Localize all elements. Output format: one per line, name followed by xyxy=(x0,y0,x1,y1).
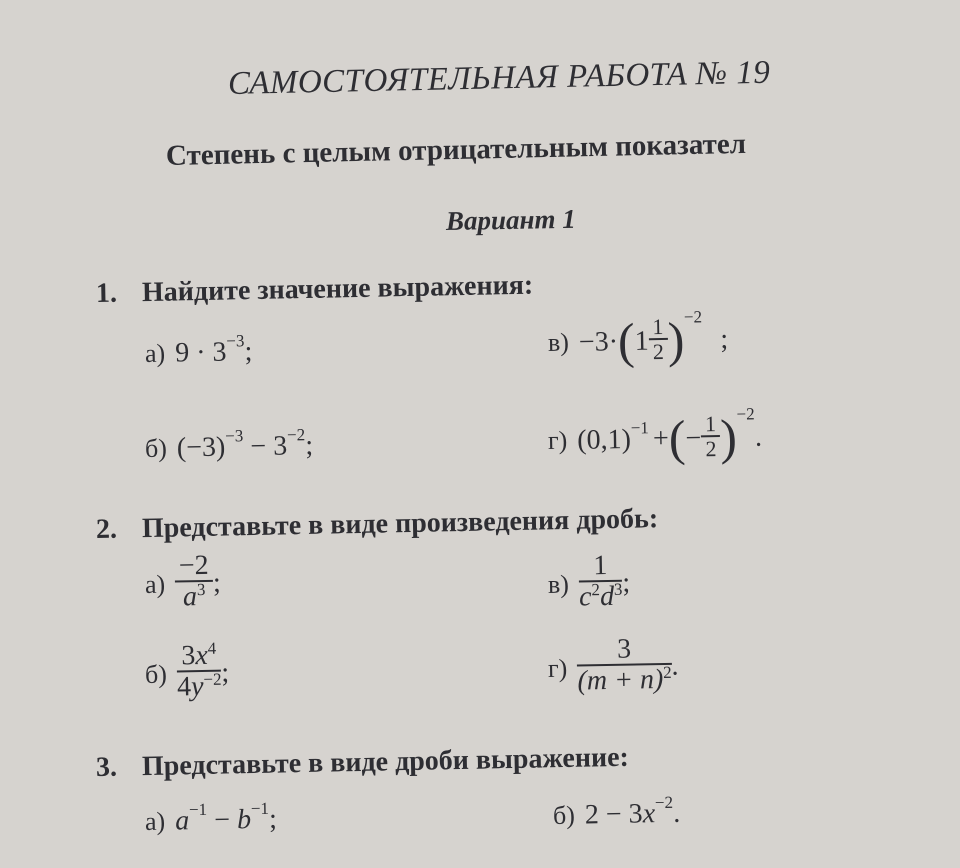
denominator xyxy=(579,582,623,612)
expression: (0,1) xyxy=(577,423,632,456)
task-2a xyxy=(144,549,222,617)
numerator: −2 xyxy=(175,551,213,583)
task-1g xyxy=(547,404,763,472)
expression: 2 − 3 xyxy=(584,798,643,831)
denominator xyxy=(175,582,213,612)
variable: c xyxy=(578,581,592,613)
exponent: −2 xyxy=(654,792,674,813)
variable: a xyxy=(174,805,190,837)
item-label: б) xyxy=(552,800,576,830)
whole-part: 1 xyxy=(634,325,649,357)
punctuation: . xyxy=(754,421,763,453)
item-label: в) xyxy=(547,569,570,599)
item-label: а) xyxy=(144,338,166,368)
numerator xyxy=(176,638,221,673)
expression: (−3) xyxy=(176,431,226,464)
variable: b xyxy=(236,804,252,836)
task-2g xyxy=(547,633,679,701)
task-1a xyxy=(144,331,253,370)
task-2-number: 2. xyxy=(95,513,118,545)
punctuation: ; xyxy=(305,430,314,462)
variable: x xyxy=(642,798,656,830)
exponent: 2 xyxy=(591,580,601,600)
task-1-number: 1. xyxy=(95,277,118,309)
numerator: 1 xyxy=(578,551,622,583)
close-paren: ) xyxy=(719,408,738,465)
item-label: г) xyxy=(547,653,568,683)
variant-heading: Вариант 1 xyxy=(445,203,577,236)
numerator: 1 xyxy=(701,412,720,437)
punctuation: ; xyxy=(212,567,222,599)
exponent: −1 xyxy=(188,799,208,820)
denominator: 2 xyxy=(705,436,717,462)
plus-sign: + xyxy=(652,423,670,455)
exponent: −1 xyxy=(630,418,650,438)
punctuation: ; xyxy=(720,324,729,356)
punctuation: ; xyxy=(268,803,278,835)
item-label: а) xyxy=(144,569,166,599)
item-label: б) xyxy=(144,659,168,689)
fraction xyxy=(701,412,721,461)
variable: y xyxy=(190,671,204,703)
page-title: САМОСТОЯТЕЛЬНАЯ РАБОТА № 19 xyxy=(227,54,771,102)
numerator: 3 xyxy=(577,634,672,667)
coefficient: 4 xyxy=(176,671,192,703)
item-label: г) xyxy=(547,426,568,456)
punctuation: ; xyxy=(244,336,253,368)
fraction xyxy=(577,634,672,696)
exponent: −3 xyxy=(224,426,244,446)
task-1v xyxy=(547,307,729,374)
exponent: 3 xyxy=(613,580,623,600)
exponent: −2 xyxy=(736,404,755,425)
exponent: −2 xyxy=(286,425,306,445)
task-3-text: Представьте в виде дроби выражение: xyxy=(141,741,630,783)
minus-sign: − xyxy=(685,422,702,455)
task-3-heading xyxy=(96,742,629,784)
close-paren: ) xyxy=(667,311,685,368)
task-3-number: 3. xyxy=(95,751,118,783)
minus-sign: − xyxy=(207,804,238,836)
punctuation: . xyxy=(672,797,681,829)
expression: (m + n) xyxy=(577,664,664,697)
punctuation: . xyxy=(671,650,679,682)
denominator xyxy=(577,665,672,696)
task-2-heading xyxy=(96,503,659,546)
task-1-text: Найдите значение выражения: xyxy=(141,269,534,309)
task-2-text: Представьте в виде произведения дробь: xyxy=(141,503,659,545)
task-3a xyxy=(144,798,278,838)
exponent: −2 xyxy=(683,307,703,328)
punctuation: ; xyxy=(622,567,631,599)
fraction xyxy=(175,551,214,612)
item-label: а) xyxy=(144,806,166,836)
exponent: −1 xyxy=(250,798,270,819)
coefficient: 3 xyxy=(181,640,196,672)
exponent: −3 xyxy=(226,331,245,351)
exponent: −2 xyxy=(203,670,222,690)
denominator: 2 xyxy=(652,338,665,365)
fraction xyxy=(176,638,222,703)
task-3b xyxy=(552,792,681,832)
numerator: 1 xyxy=(648,315,667,340)
variable: d xyxy=(599,581,615,613)
punctuation: ; xyxy=(221,657,230,689)
expression: 9 · 3 xyxy=(174,336,227,369)
exponent: 2 xyxy=(662,663,672,683)
page-subtitle: Степень с целым отрицательным показател xyxy=(165,127,747,172)
exponent: 3 xyxy=(196,580,206,600)
fraction xyxy=(648,315,668,364)
fraction xyxy=(578,551,622,613)
item-label: в) xyxy=(547,328,570,358)
variable: x xyxy=(195,639,209,672)
variable: a xyxy=(182,581,198,613)
task-2v xyxy=(547,549,631,617)
open-paren: ( xyxy=(668,409,686,466)
expression: −3· xyxy=(578,326,619,358)
denominator xyxy=(177,672,222,702)
task-1-heading xyxy=(96,270,534,310)
exponent: 4 xyxy=(207,638,217,658)
item-label: б) xyxy=(144,433,168,463)
task-1b xyxy=(144,425,314,465)
task-2b xyxy=(144,638,230,707)
open-paren: ( xyxy=(617,312,636,369)
expression: − 3 xyxy=(243,430,288,463)
